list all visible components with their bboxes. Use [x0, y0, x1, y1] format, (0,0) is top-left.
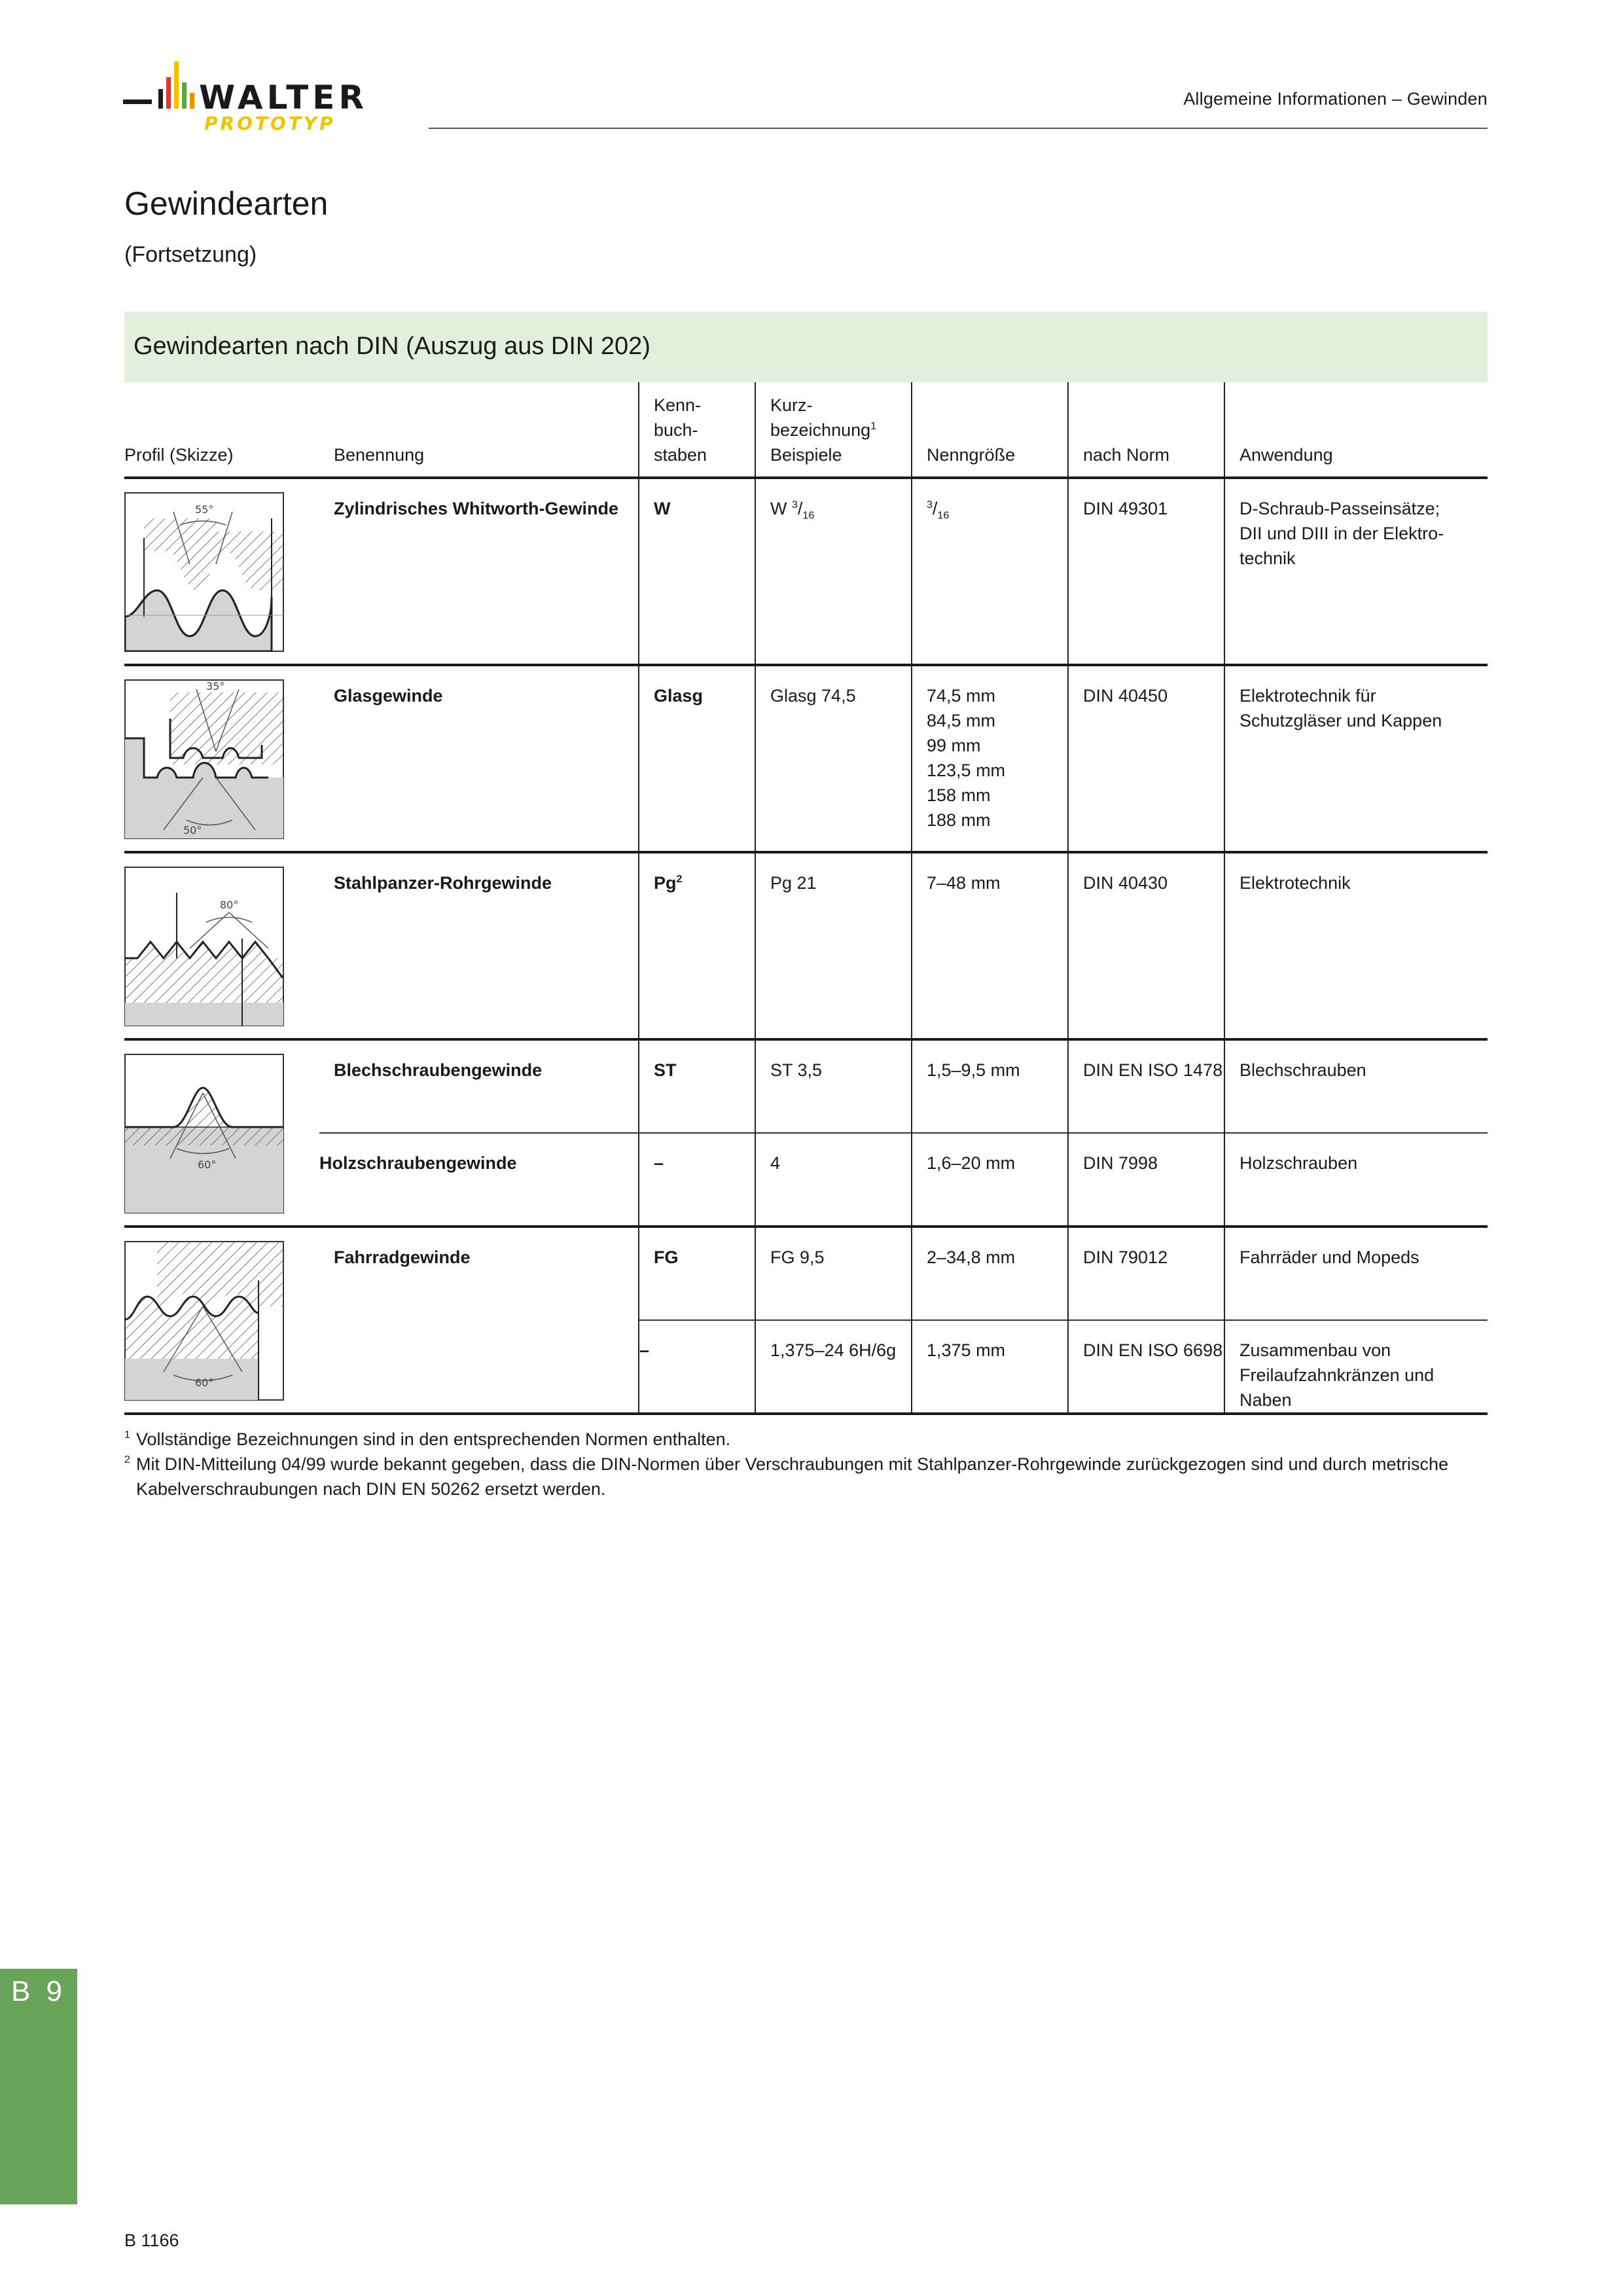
angle-label-bottom: 50°	[183, 824, 202, 836]
cell-short-prefix: W	[770, 499, 792, 518]
angle-label: 55°	[195, 503, 214, 516]
footnote-mark: 1	[124, 1429, 130, 1441]
table-row	[124, 665, 1488, 852]
section-title: Gewindearten nach DIN (Auszug aus DIN 202)	[134, 332, 651, 360]
footnote-text: Mit DIN-Mitteilung 04/99 wurde bekannt gegeben, dass die DIN-Normen über Verschraubungen mit Stahlpanzer-Rohrgewinde zurückgezogen sind und durch metrische Kabelverschraubungen nach DIN EN 50262 ersetzt werden.	[136, 1454, 1449, 1499]
footnotes	[124, 1427, 1488, 1501]
table-row	[124, 1227, 1488, 1320]
cell-short: FG 9,5	[755, 1227, 912, 1320]
col-header-name: Benennung	[319, 382, 639, 478]
footnote-ref-2: 2	[676, 874, 683, 885]
logo-brand-text: WALTER	[199, 79, 368, 117]
cell-name: Fahrradgewinde	[319, 1227, 639, 1414]
angle-label: 60°	[195, 1376, 214, 1389]
whitworth-profile-sketch	[124, 492, 284, 652]
cell-norm: DIN EN ISO 6698	[1068, 1320, 1224, 1414]
cell-letters: W	[639, 478, 755, 665]
fraction-numerator: 3	[927, 499, 933, 511]
profile-cell	[124, 1227, 319, 1414]
col-header-nominal: Nenngröße	[912, 382, 1068, 478]
table-row	[124, 852, 1488, 1039]
cell-norm: DIN 40450	[1068, 665, 1224, 852]
cell-nominal: 74,5 mm 84,5 mm 99 mm 123,5 mm 158 mm 188 mm	[912, 665, 1068, 852]
cell-name: Holzschraubengewinde	[319, 1133, 639, 1227]
cell-name: Glasgewinde	[319, 665, 639, 852]
col-header-application: Anwendung	[1224, 382, 1488, 478]
cell-nominal: 2–34,8 mm	[912, 1227, 1068, 1320]
cell-norm: DIN 79012	[1068, 1227, 1224, 1320]
cell-name: Stahlpanzer-Rohrgewinde	[319, 852, 639, 1039]
cell-letters: –	[639, 1320, 755, 1414]
header-section-title: Allgemeine Informationen – Gewinden	[1183, 89, 1488, 109]
table-row	[124, 1133, 1488, 1227]
angle-label-top: 35°	[206, 680, 225, 692]
cell-norm: DIN 49301	[1068, 478, 1224, 665]
table-header-row	[124, 382, 1488, 478]
fraction-denominator: 16	[937, 510, 950, 522]
cell-application: Elektrotechnik für Schutzgläser und Kappen	[1224, 665, 1488, 852]
cell-nominal: 1,6–20 mm	[912, 1133, 1068, 1227]
cell-short: ST 3,5	[755, 1039, 912, 1133]
chapter-tab-label: B 9	[10, 1975, 67, 2007]
cell-application: Elektrotechnik	[1224, 852, 1488, 1039]
profile-cell	[124, 1039, 319, 1227]
fraction-denominator: 16	[802, 510, 815, 522]
col-header-norm: nach Norm	[1068, 382, 1224, 478]
cell-letters: –	[639, 1133, 755, 1227]
table-row	[124, 478, 1488, 665]
cell-application: D-Schraub-Passeinsätze; DII und DIII in der Elektro- technik	[1224, 478, 1488, 665]
footnote-mark: 2	[124, 1454, 130, 1465]
cell-nominal: 1,5–9,5 mm	[912, 1039, 1068, 1133]
table-row	[124, 1039, 1488, 1133]
walter-prototyp-logo	[123, 59, 401, 134]
cell-nominal: 7–48 mm	[912, 852, 1068, 1039]
cell-application: Blechschrauben	[1224, 1039, 1488, 1133]
col-header-short	[755, 382, 912, 478]
cell-nominal: 1,375 mm	[912, 1320, 1068, 1414]
stahlpanzer-profile-sketch	[124, 867, 284, 1026]
cell-letters: ST	[639, 1039, 755, 1133]
cell-letters: FG	[639, 1227, 755, 1320]
cell-application: Zusammenbau von Freilaufzahnkränzen und Naben	[1224, 1320, 1488, 1414]
cell-short: W $^3/_{16}$	[755, 478, 912, 665]
page-title: Gewindearten	[124, 185, 329, 222]
cell-name: Zylindrisches Whitworth-Gewinde	[334, 499, 619, 518]
profile-cell	[124, 478, 319, 665]
glasgewinde-profile-sketch	[124, 679, 284, 839]
cell-norm: DIN EN ISO 1478	[1068, 1039, 1224, 1133]
cell-application: Fahrräder und Mopeds	[1224, 1227, 1488, 1320]
cell-nominal: $^3/_{16}$	[912, 478, 1068, 665]
logo-sub-text: PROTOTYP	[204, 113, 336, 134]
blechschrauben-profile-sketch	[124, 1054, 284, 1213]
fraction-numerator: 3	[792, 499, 798, 511]
col-header-examples: Beispiele	[770, 445, 842, 465]
col-header-letters: Kenn- buch- staben	[639, 382, 755, 478]
header-divider	[429, 128, 1488, 129]
cell-norm: DIN 7998	[1068, 1133, 1224, 1227]
cell-norm: DIN 40430	[1068, 852, 1224, 1039]
cell-application: Holzschrauben	[1224, 1133, 1488, 1227]
fahrradgewinde-profile-sketch	[124, 1241, 284, 1401]
footnote-2	[124, 1452, 1488, 1501]
profile-cell	[124, 665, 319, 852]
page-number: B 1166	[124, 2231, 179, 2250]
footnote-text: Vollständige Bezeichnungen sind in den entsprechenden Normen enthalten.	[136, 1429, 731, 1449]
angle-label: 80°	[220, 899, 239, 911]
cell-letters	[639, 852, 755, 1039]
cell-letters: Glasg	[639, 665, 755, 852]
cell-name: Blechschraubengewinde	[319, 1039, 639, 1133]
profile-cell	[124, 852, 319, 1039]
cell-letters-value: Pg	[654, 873, 677, 893]
cell-short: 1,375–24 6H/6g	[755, 1320, 912, 1414]
footnote-1	[124, 1427, 1488, 1452]
footnote-ref-1: 1	[870, 421, 877, 432]
page-subtitle: (Fortsetzung)	[124, 242, 257, 267]
thread-types-table	[124, 382, 1488, 1415]
angle-label: 60°	[198, 1158, 217, 1171]
cell-short: 4	[755, 1133, 912, 1227]
col-header-short-label: Kurz- bezeichnung	[770, 395, 871, 440]
cell-short: Glasg 74,5	[755, 665, 912, 852]
cell-short: Pg 21	[755, 852, 912, 1039]
col-header-profile: Profil (Skizze)	[124, 382, 319, 478]
